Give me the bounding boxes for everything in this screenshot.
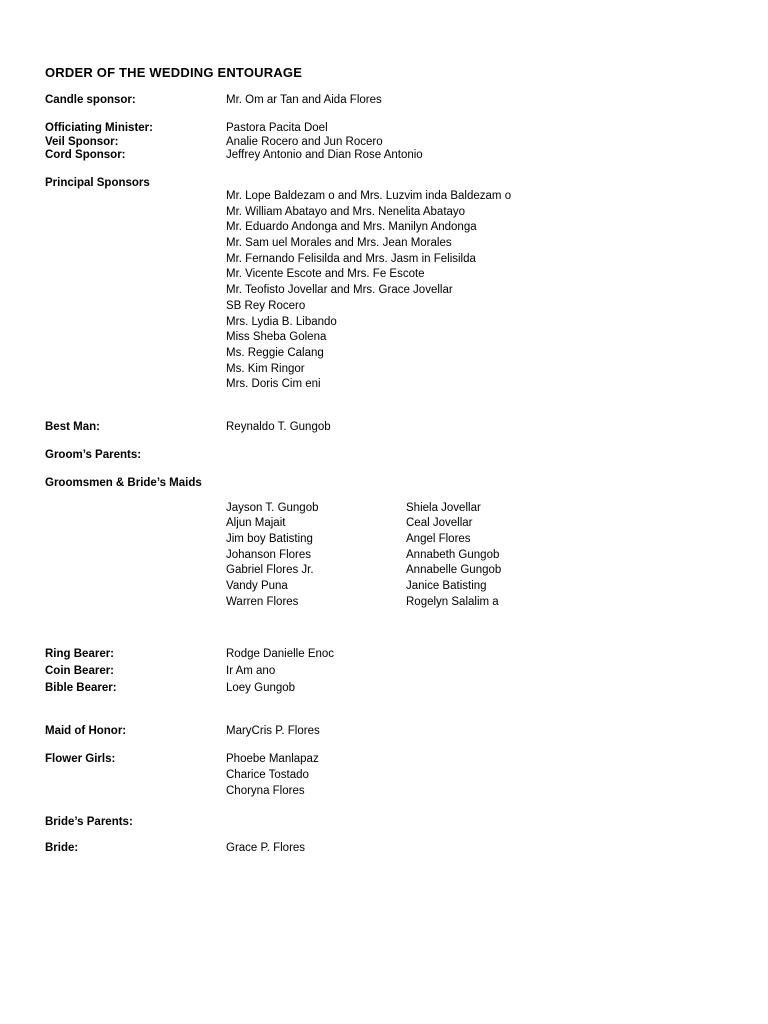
officiating-minister-value: Pastora Pacita Doel bbox=[226, 122, 328, 134]
groomsman-item: Warren Flores bbox=[226, 596, 299, 608]
principal-sponsor-item: Mr. Vicente Escote and Mrs. Fe Escote bbox=[226, 268, 425, 280]
cord-sponsor-value: Jeffrey Antonio and Dian Rose Antonio bbox=[226, 149, 423, 161]
bridesmaid-item: Angel Flores bbox=[406, 533, 471, 545]
groomsman-item: Gabriel Flores Jr. bbox=[226, 564, 314, 576]
principal-sponsor-item: Mr. Eduardo Andonga and Mrs. Manilyn Andonga bbox=[226, 221, 477, 233]
veil-sponsor-value: Analie Rocero and Jun Rocero bbox=[226, 136, 383, 148]
candle-sponsor-value: Mr. Om ar Tan and Aida Flores bbox=[226, 94, 382, 106]
maid-of-honor-value: MaryCris P. Flores bbox=[226, 725, 320, 737]
principal-sponsor-item: Mr. Lope Baldezam o and Mrs. Luzvim inda Baldezam o bbox=[226, 190, 512, 202]
principal-sponsor-item: Mr. Sam uel Morales and Mrs. Jean Morales bbox=[226, 237, 452, 249]
principal-sponsor-item: Mrs. Lydia B. Libando bbox=[226, 316, 337, 328]
bride-label: Bride: bbox=[45, 842, 79, 854]
principal-sponsor-item: SB Rey Rocero bbox=[226, 300, 306, 312]
flower-girl-item: Charice Tostado bbox=[226, 769, 309, 781]
flower-girl-item: Phoebe Manlapaz bbox=[226, 753, 319, 765]
flower-girls-label: Flower Girls: bbox=[45, 753, 116, 765]
groomsmen-label: Groomsmen & Bride’s Maids bbox=[45, 477, 202, 489]
ring-bearer-value: Rodge Danielle Enoc bbox=[226, 648, 335, 660]
best-man-value: Reynaldo T. Gungob bbox=[226, 421, 331, 433]
veil-sponsor-label: Veil Sponsor: bbox=[45, 136, 119, 148]
principal-sponsor-item: Ms. Reggie Calang bbox=[226, 347, 324, 359]
cord-sponsor-label: Cord Sponsor: bbox=[45, 149, 126, 161]
officiating-minister-label: Officiating Minister: bbox=[45, 122, 153, 134]
best-man-label: Best Man: bbox=[45, 421, 100, 433]
principal-sponsor-item: Mr. Fernando Felisilda and Mrs. Jasm in Felisilda bbox=[226, 253, 476, 265]
groomsman-item: Jim boy Batisting bbox=[226, 533, 313, 545]
bridesmaid-item: Janice Batisting bbox=[406, 580, 487, 592]
principal-sponsor-item: Miss Sheba Golena bbox=[226, 331, 327, 343]
bridesmaid-item: Ceal Jovellar bbox=[406, 517, 473, 529]
maid-of-honor-label: Maid of Honor: bbox=[45, 725, 127, 737]
principal-sponsor-item: Mr. William Abatayo and Mrs. Nenelita Abatayo bbox=[226, 206, 466, 218]
coin-bearer-value: Ir Am ano bbox=[226, 665, 276, 677]
grooms-parents-label: Groom’s Parents: bbox=[45, 449, 142, 461]
candle-sponsor-label: Candle sponsor: bbox=[45, 94, 136, 106]
bridesmaid-item: Annabeth Gungob bbox=[406, 549, 500, 561]
principal-sponsors-label: Principal Sponsors bbox=[45, 177, 150, 189]
flower-girl-item: Choryna Flores bbox=[226, 785, 305, 797]
ring-bearer-label: Ring Bearer: bbox=[45, 648, 115, 660]
brides-parents-label: Bride’s Parents: bbox=[45, 816, 133, 828]
groomsman-item: Johanson Flores bbox=[226, 549, 312, 561]
bride-value: Grace P. Flores bbox=[226, 842, 306, 854]
bible-bearer-label: Bible Bearer: bbox=[45, 682, 117, 694]
principal-sponsor-item: Mr. Teofisto Jovellar and Mrs. Grace Jovellar bbox=[226, 284, 453, 296]
bible-bearer-value: Loey Gungob bbox=[226, 682, 296, 694]
document-title: ORDER OF THE WEDDING ENTOURAGE bbox=[45, 65, 303, 80]
bridesmaid-item: Rogelyn Salalim a bbox=[406, 596, 499, 608]
groomsman-item: Jayson T. Gungob bbox=[226, 502, 319, 514]
bridesmaid-item: Shiela Jovellar bbox=[406, 502, 481, 514]
principal-sponsor-item: Ms. Kim Ringor bbox=[226, 363, 305, 375]
coin-bearer-label: Coin Bearer: bbox=[45, 665, 115, 677]
groomsman-item: Aljun Majait bbox=[226, 517, 286, 529]
principal-sponsor-item: Mrs. Doris Cim eni bbox=[226, 378, 321, 390]
bridesmaid-item: Annabelle Gungob bbox=[406, 564, 502, 576]
groomsman-item: Vandy Puna bbox=[226, 580, 288, 592]
